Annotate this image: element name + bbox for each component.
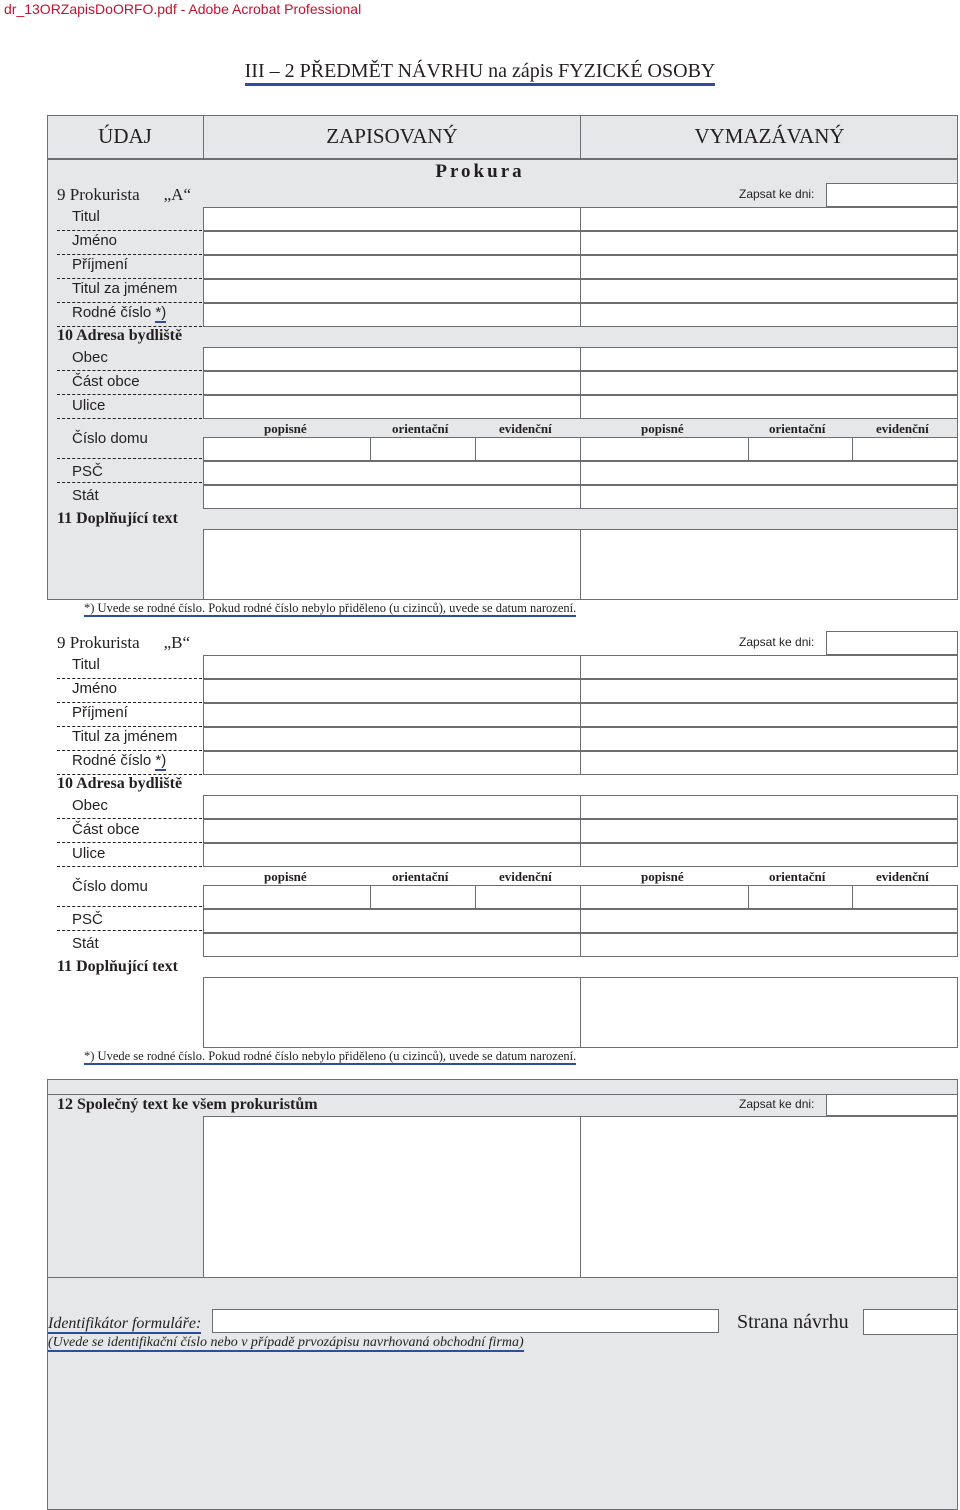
block-a-stat-vymazavany[interactable] [580, 485, 958, 509]
block-a-jmeno-vymazavany[interactable] [580, 231, 958, 255]
block-a-label-rodne: Rodné číslo *) [72, 304, 167, 321]
block-b-cast-zapisovany[interactable] [203, 819, 581, 843]
block-b-cislo-field-5[interactable] [748, 885, 854, 909]
block-b-rodne-zapisovany[interactable] [203, 751, 581, 775]
block-a-row-separator [57, 418, 202, 419]
block-a-cislo-field-1[interactable] [203, 437, 371, 461]
header-zapisovany: ZAPISOVANÝ [326, 124, 458, 148]
block-b-label-titul_za: Titul za jménem [72, 728, 178, 745]
block-b-row-separator [57, 678, 202, 679]
header-udaj: ÚDAJ [98, 124, 152, 148]
block-a-titul-vymazavany[interactable] [580, 207, 958, 231]
block-b-label-rodne: Rodné číslo *) [72, 752, 167, 769]
block-a-label-doplnujici: 11 Doplňující text [57, 510, 178, 527]
strana-label: Strana návrhu [737, 1311, 849, 1333]
block-b-titul-za-zapisovany[interactable] [203, 727, 581, 751]
header-vymazavany: VYMAZÁVANÝ [694, 124, 845, 148]
block-b-prokurista: 9 Prokurista „B“ [57, 633, 191, 652]
ident-note: (Uvede se identifikační číslo nebo v případě prvozápisu navrhovaná obchodní firma) [48, 1335, 524, 1350]
block-a-titul-za-zapisovany[interactable] [203, 279, 581, 303]
block-b-row-separator [57, 774, 202, 775]
block-a-label-titul: Titul [72, 208, 100, 225]
block-a-cislo-field-6[interactable] [852, 437, 958, 461]
block-a-obec-zapisovany[interactable] [203, 347, 581, 371]
block-b-ulice-vymazavany[interactable] [580, 843, 958, 867]
block-b-house-col-orientacni: orientační [392, 869, 449, 884]
block-b-titul-vymazavany[interactable] [580, 655, 958, 679]
block-a-doplnujici-zapisovany[interactable] [203, 529, 581, 600]
block-b-zapsat-label: Zapsat ke dni: [739, 635, 815, 649]
block-b-rodne-vymazavany[interactable] [580, 751, 958, 775]
block-a-psc-zapisovany[interactable] [203, 461, 581, 485]
form-title: III – 2 PŘEDMĚT NÁVRHU na zápis FYZICKÉ OSOBY [0, 60, 960, 83]
block-b-row-separator [57, 726, 202, 727]
block-a-cast-vymazavany[interactable] [580, 371, 958, 395]
spolecny-zapsat-field[interactable] [826, 1094, 958, 1116]
block-a-label-titul_za: Titul za jménem [72, 280, 178, 297]
block-a-cast-zapisovany[interactable] [203, 371, 581, 395]
block-b-prijmeni-vymazavany[interactable] [580, 703, 958, 727]
block-a-label-cast: Část obce [72, 373, 140, 390]
block-a-house-col-popisne: popisné [641, 421, 684, 436]
block-a-psc-vymazavany[interactable] [580, 461, 958, 485]
block-a-label-ulice: Ulice [72, 397, 106, 414]
block-a-titul-zapisovany[interactable] [203, 207, 581, 231]
block-a-house-col-evidencni: evidenční [876, 421, 929, 436]
block-b-row-separator [57, 702, 202, 703]
block-a-row-separator [57, 370, 202, 371]
block-b-cislo-field-1[interactable] [203, 885, 371, 909]
block-a-prijmeni-zapisovany[interactable] [203, 255, 581, 279]
block-b-house-col-evidencni: evidenční [499, 869, 552, 884]
block-b-label-stat: Stát [72, 935, 99, 952]
block-b-note: *) Uvede se rodné číslo. Pokud rodné číslo nebylo přiděleno (u cizinců), uvede se datum narození. [84, 1049, 577, 1063]
block-a-row-separator [57, 482, 202, 483]
block-a-prijmeni-vymazavany[interactable] [580, 255, 958, 279]
block-a-rodne-vymazavany[interactable] [580, 303, 958, 327]
block-a-titul-za-vymazavany[interactable] [580, 279, 958, 303]
block-a-label-adresa: 10 Adresa bydliště [57, 327, 183, 344]
block-b-ulice-zapisovany[interactable] [203, 843, 581, 867]
block-b-cast-vymazavany[interactable] [580, 819, 958, 843]
spolecny-label: 12 Společný text ke všem prokuristům [57, 1096, 318, 1113]
block-b-house-col-orientacni: orientační [769, 869, 826, 884]
strana-field[interactable] [863, 1309, 958, 1335]
block-a-rodne-zapisovany[interactable] [203, 303, 581, 327]
spolecny-zapisovany-field[interactable] [203, 1116, 581, 1278]
block-a-ulice-zapisovany[interactable] [203, 395, 581, 419]
block-a-cislo-field-3[interactable] [475, 437, 581, 461]
block-a-jmeno-zapisovany[interactable] [203, 231, 581, 255]
block-b-jmeno-vymazavany[interactable] [580, 679, 958, 703]
block-b-doplnujici-zapisovany[interactable] [203, 977, 581, 1048]
block-b-row-separator [57, 930, 202, 931]
block-a-label-stat: Stát [72, 487, 99, 504]
block-a-cislo-field-4[interactable] [580, 437, 749, 461]
block-a-house-col-evidencni: evidenční [499, 421, 552, 436]
block-b-label-ulice: Ulice [72, 845, 106, 862]
section-title: Prokura [435, 161, 525, 182]
block-b-label-doplnujici: 11 Doplňující text [57, 958, 178, 975]
block-a-row-separator [57, 278, 202, 279]
block-a-house-col-orientacni: orientační [392, 421, 449, 436]
block-b-label-titul: Titul [72, 656, 100, 673]
block-b-zapsat-field[interactable] [826, 631, 958, 655]
block-a-label-jmeno: Jméno [72, 232, 118, 249]
block-b-house-col-popisne: popisné [641, 869, 684, 884]
block-b-cislo-field-2[interactable] [370, 885, 476, 909]
block-b-row-separator [57, 866, 202, 867]
block-b-house-col-popisne: popisné [264, 869, 307, 884]
block-b-doplnujici-vymazavany[interactable] [580, 977, 958, 1048]
block-a-row-separator [57, 326, 202, 327]
block-a-stat-zapisovany[interactable] [203, 485, 581, 509]
block-a-doplnujici-vymazavany[interactable] [580, 529, 958, 600]
block-b-stat-zapisovany[interactable] [203, 933, 581, 957]
block-b-cislo-field-6[interactable] [852, 885, 958, 909]
window-title: dr_13ORZapisDoORFO.pdf - Adobe Acrobat Professional [4, 1, 362, 17]
block-b-label-jmeno: Jméno [72, 680, 118, 697]
ident-label: Identifikátor formuláře: [48, 1315, 202, 1332]
block-a-note: *) Uvede se rodné číslo. Pokud rodné číslo nebylo přiděleno (u cizinců), uvede se datum narození. [84, 601, 577, 615]
block-b-label-psc: PSČ [72, 911, 103, 928]
block-b-row-separator [57, 906, 202, 907]
block-b-row-separator [57, 818, 202, 819]
block-a-ulice-vymazavany[interactable] [580, 395, 958, 419]
block-a-house-col-orientacni: orientační [769, 421, 826, 436]
block-b-cislo-field-3[interactable] [475, 885, 581, 909]
block-b-row-separator [57, 842, 202, 843]
block-a-row-separator [57, 302, 202, 303]
block-b-titul-zapisovany[interactable] [203, 655, 581, 679]
block-b-titul-za-vymazavany[interactable] [580, 727, 958, 751]
block-a-label-obec: Obec [72, 349, 108, 366]
block-a-label-psc: PSČ [72, 463, 103, 480]
block-b-obec-vymazavany[interactable] [580, 795, 958, 819]
block-a-cislo-field-2[interactable] [370, 437, 476, 461]
block-b-label-cast: Část obce [72, 821, 140, 838]
block-a-row-separator [57, 394, 202, 395]
block-a-zapsat-field[interactable] [826, 183, 958, 207]
block-a-row-separator [57, 458, 202, 459]
block-a-label-cislo: Číslo domu [72, 430, 148, 447]
block-b-label-adresa: 10 Adresa bydliště [57, 775, 183, 792]
block-a-label-prijmeni: Příjmení [72, 256, 128, 273]
block-b-jmeno-zapisovany[interactable] [203, 679, 581, 703]
block-a-house-col-popisne: popisné [264, 421, 307, 436]
block-a-row-separator [57, 230, 202, 231]
block-a-zapsat-label: Zapsat ke dni: [739, 187, 815, 201]
block-b-stat-vymazavany[interactable] [580, 933, 958, 957]
ident-field[interactable] [212, 1309, 719, 1333]
block-b-label-obec: Obec [72, 797, 108, 814]
block-b-label-prijmeni: Příjmení [72, 704, 128, 721]
block-b-psc-vymazavany[interactable] [580, 909, 958, 933]
block-a-obec-vymazavany[interactable] [580, 347, 958, 371]
block-b-cislo-field-4[interactable] [580, 885, 749, 909]
block-b-label-cislo: Číslo domu [72, 878, 148, 895]
block-b-obec-zapisovany[interactable] [203, 795, 581, 819]
block-a-prokurista: 9 Prokurista „A“ [57, 185, 192, 204]
block-a-row-separator [57, 254, 202, 255]
block-a-cislo-field-5[interactable] [748, 437, 854, 461]
block-b-house-col-evidencni: evidenční [876, 869, 929, 884]
spolecny-zapsat-label: Zapsat ke dni: [739, 1097, 815, 1111]
block-b-psc-zapisovany[interactable] [203, 909, 581, 933]
block-b-row-separator [57, 750, 202, 751]
block-b-prijmeni-zapisovany[interactable] [203, 703, 581, 727]
spolecny-vymazavany-field[interactable] [580, 1116, 958, 1278]
